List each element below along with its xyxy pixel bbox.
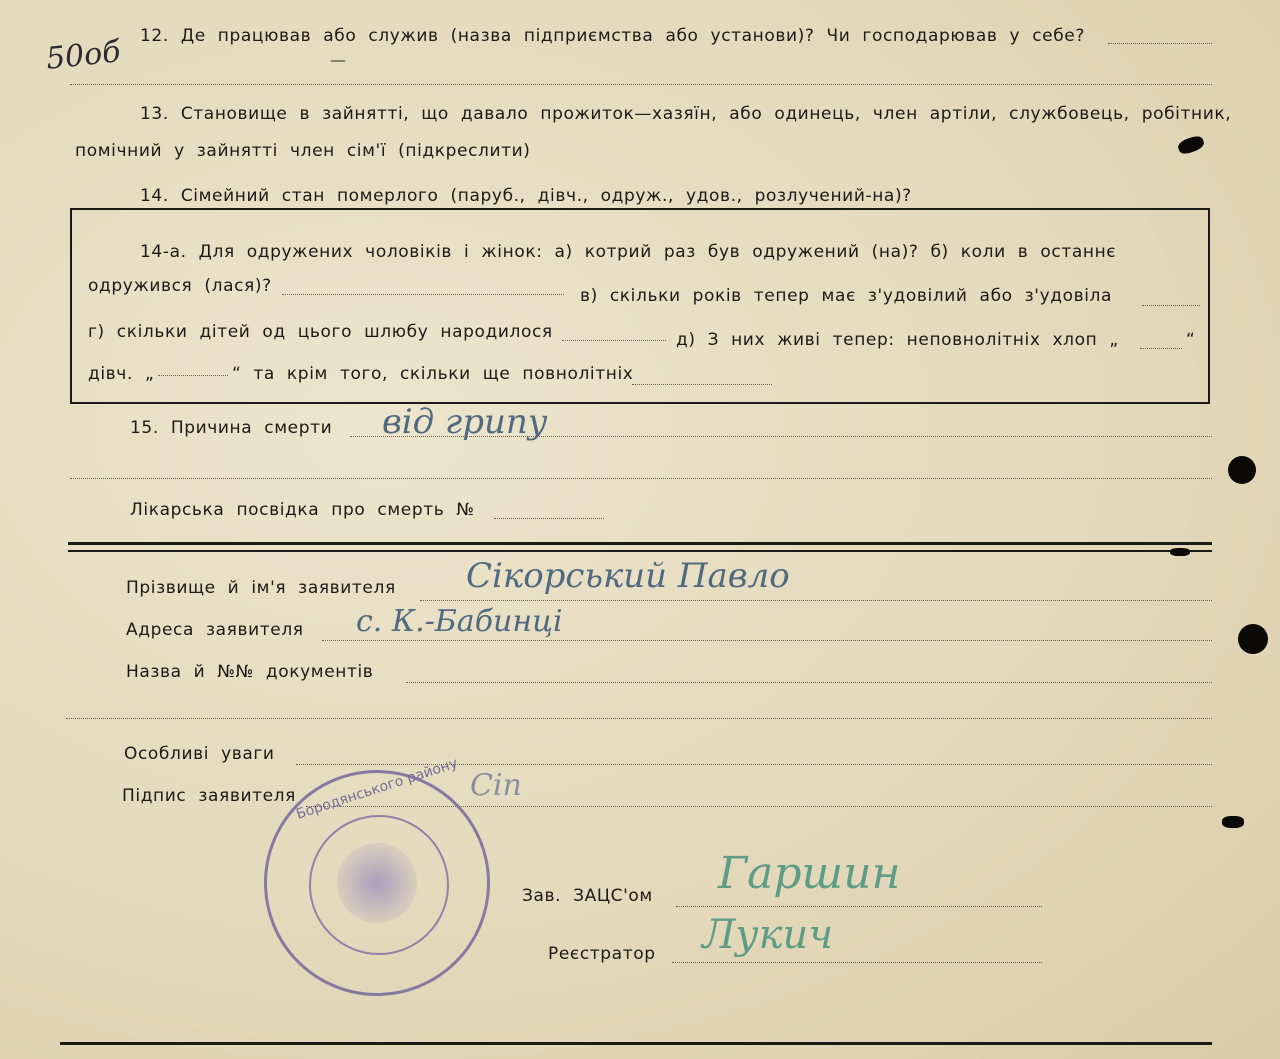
paper-tear — [1170, 548, 1190, 556]
stamp-text: Бородянського району — [294, 755, 460, 823]
section-divider — [68, 542, 1212, 545]
answer-line — [1108, 43, 1212, 44]
stamp-emblem — [337, 843, 417, 923]
applicant-name-value: Сікорський Павло — [466, 556, 790, 596]
official-stamp — [264, 755, 490, 996]
question-14a-line3c: “ — [1186, 330, 1196, 350]
question-14a-line3a: г) скільки дітей од цього шлюбу народилося — [88, 322, 553, 342]
question-13-line1: 13. Становище в зайнятті, що давало прожиток—хазяїн, або одинець, член артіли, службовець, робітник, — [140, 104, 1232, 124]
bottom-rule — [60, 1042, 1212, 1045]
applicant-name-label: Прізвище й ім'я заявителя — [126, 578, 396, 598]
answer-line — [420, 600, 1212, 601]
answer-line — [632, 384, 772, 385]
answer-line — [494, 518, 604, 519]
answer-line — [676, 906, 1042, 907]
cause-of-death-value: від грипу — [382, 402, 548, 442]
answer-line — [406, 682, 1212, 683]
cause-of-death-label: 15. Причина смерти — [130, 418, 333, 438]
documents-label: Назва й №№ документів — [126, 662, 374, 682]
registrar-signature: Лукич — [702, 912, 834, 958]
answer-line — [282, 294, 564, 295]
answer-line — [158, 375, 228, 376]
answer-line — [562, 340, 666, 341]
archive-page-number: 50об — [44, 34, 123, 77]
section-divider-thin — [68, 550, 1212, 552]
applicant-address-label: Адреса заявителя — [126, 620, 304, 640]
answer-line — [1140, 348, 1182, 349]
question-12: 12. Де працював або служив (назва підприємства або установи)? Чи господарював у себе? — [140, 26, 1085, 46]
special-notes-label: Особливі уваги — [124, 744, 275, 764]
answer-line — [672, 962, 1042, 963]
question-14a-line1: 14-а. Для одружених чоловіків і жінок: а) котрий раз був одружений (на)? б) коли в останнє — [140, 242, 1117, 262]
question-14a-line4b: “ та крім того, скільки ще повнолітніх — [232, 364, 634, 384]
question-13-line2: помічний у зайнятті член сім'ї (підкреслити) — [75, 141, 531, 161]
handwritten-dash: — — [330, 50, 346, 69]
registrar-label: Реєстратор — [548, 944, 656, 964]
question-14a-line2b: в) скільки років тепер має з'удовілий або з'удовіла — [580, 286, 1113, 306]
answer-line — [66, 718, 1212, 719]
question-14a-line2a: одружився (лася)? — [88, 276, 272, 296]
applicant-signature-value: Сіп — [470, 768, 522, 803]
head-zags-signature: Гаршин — [718, 848, 901, 899]
punch-hole — [1228, 456, 1256, 484]
applicant-signature-label: Підпис заявителя — [122, 786, 296, 806]
question-14: 14. Сімейний стан померлого (паруб., дівч., одруж., удов., розлучений-на)? — [140, 186, 912, 206]
question-14a-line4a: дівч. „ — [88, 364, 155, 384]
answer-line — [70, 478, 1212, 479]
punch-hole — [1238, 624, 1268, 654]
answer-line — [1142, 305, 1200, 306]
head-zags-label: Зав. ЗАЦС'ом — [522, 886, 653, 906]
question-14a-line3b: д) З них живі тепер: неповнолітніх хлоп „ — [676, 330, 1119, 350]
applicant-address-value: с. К.-Бабинці — [356, 604, 563, 639]
paper-tear — [1222, 816, 1244, 828]
answer-line — [70, 84, 1212, 85]
paper-tear — [1176, 134, 1205, 156]
answer-line — [322, 640, 1212, 641]
death-certificate-label: Лікарська посвідка про смерть № — [130, 500, 475, 520]
